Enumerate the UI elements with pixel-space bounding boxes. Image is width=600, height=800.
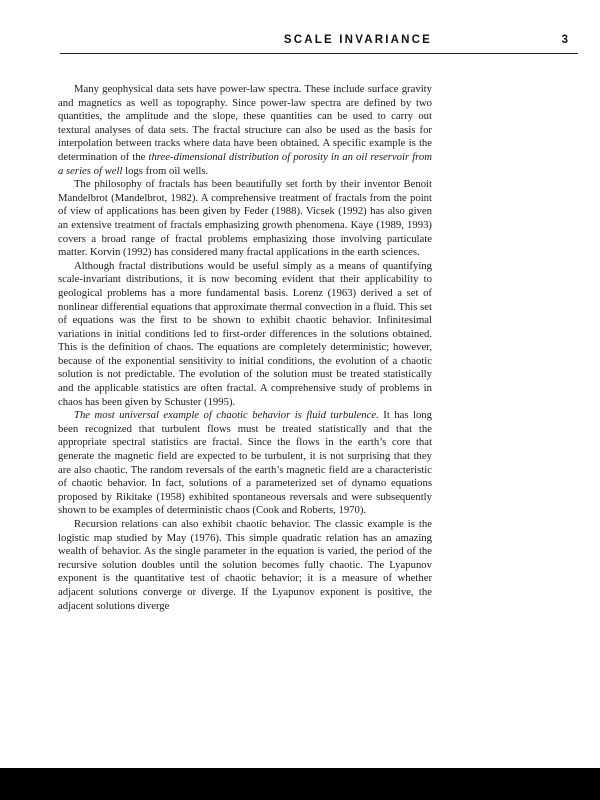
- paragraph-1-text-end: logs from oil wells.: [122, 164, 209, 177]
- header-rule: [60, 53, 578, 54]
- scan-border-bottom: [0, 768, 600, 800]
- body-text: [58, 83, 432, 613]
- paragraph-1-text: Many geophysical data sets have power-law spectra. These include surface gravity and magnetics as well as topography. Since power-law spectra are defined by two quantities, the amplitude and the slope, these quantities can be used to carry out textural analyses of data sets. The fractal structure can also be used as the basis for interpolation between tracks where data have been obtained. A specific example is the determination of the: [58, 83, 432, 163]
- paragraph-1: [58, 83, 432, 178]
- page-header: [0, 32, 600, 50]
- paragraph-1-italic: three-dimensional distribution of porosity in an oil reservoir from a series of well: [58, 150, 432, 177]
- paragraph-4: [58, 409, 432, 518]
- running-title: SCALE INVARIANCE: [283, 34, 432, 46]
- paragraph-4-italic: The most universal example of chaotic behavior is fluid turbulence.: [74, 409, 379, 422]
- paragraph-2: The philosophy of fractals has been beautifully set forth by their inventor Benoit Mandelbrot (Mandelbrot, 1982). A comprehensive treatment of fractals from the point of view of applications has been given by Feder (1988). Vicsek (1992) has also given an extensive treatment of fractals emphasizing growth phenomena. Kaye (1989, 1993) covers a broad range of fractal problems emphasizing those involving particulate matter. Korvin (1992) has considered many fractal applications in the earth sciences.: [58, 178, 432, 259]
- paragraph-5: Recursion relations can also exhibit chaotic behavior. The classic example is the logistic map studied by May (1976). This simple quadratic relation has an amazing wealth of behavior. As the single parameter in the equation is varied, the period of the recursive solution doubles until the solution becomes fully chaotic. The Lyapunov exponent is the quantitative test of chaotic behavior; it is a measure of whether adjacent solutions converge or diverge. If the Lyapunov exponent is positive, the adjacent solutions diverge: [58, 518, 432, 612]
- page-number: 3: [561, 34, 568, 46]
- paragraph-3: Although fractal distributions would be useful simply as a means of quantifying scale-invariant distributions, it is now becoming evident that their applicability to geological problems has a more fundamental basis. Lorenz (1963) derived a set of nonlinear differential equations that approximate thermal convection in a fluid. This set of equations was the first to be shown to exhibit chaotic behavior. Infinitesimal variations in initial conditions led to first-order differences in the solutions obtained. This is the definition of chaos. The equations are completely deterministic; however, because of the exponential sensitivity to initial conditions, the evolution of a chaotic solution is not predictable. The evolution of the solution must be treated statistically and the applicable statistics are often fractal. A comprehensive study of problems in chaos has been given by Schuster (1995).: [58, 259, 432, 408]
- paragraph-4-text: It has long been recognized that turbulent flows must be treated statistically and that the appropriate spectral statistics are fractal. Since the flows in the earth’s core that generate the magnetic field are expected to be turbulent, it is not surprising that they are also chaotic. The random reversals of the earth’s magnetic field are a characteristic of chaotic behavior. In fact, solutions of a parameterized set of dynamo equations proposed by Rikitake (1958) exhibited spontaneous reversals and were subsequently shown to be examples of deterministic chaos (Cook and Roberts, 1970).: [58, 409, 432, 517]
